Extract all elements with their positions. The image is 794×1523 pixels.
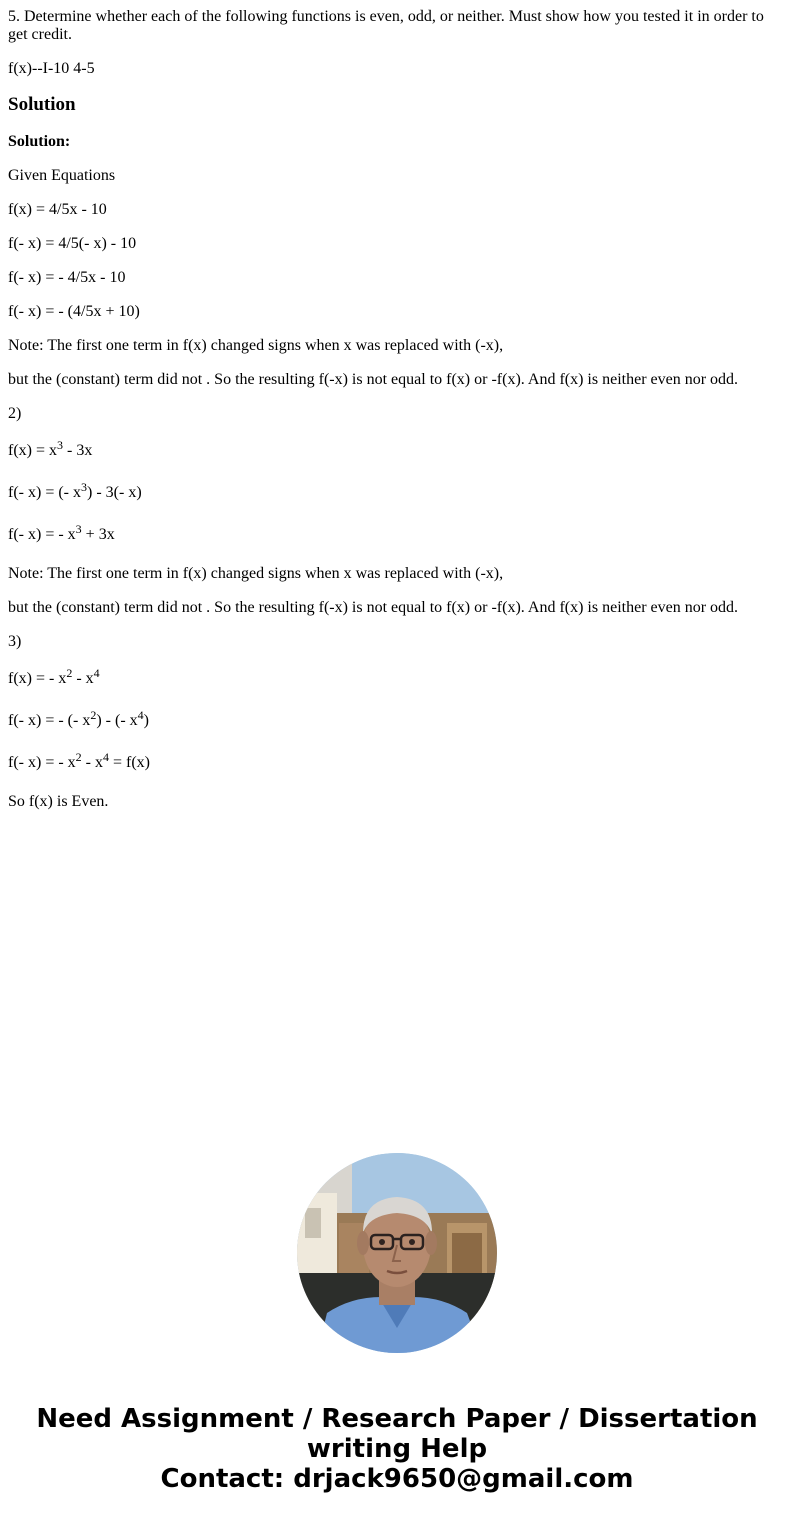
- promo-line-1: Need Assignment / Research Paper / Dissertation: [36, 1404, 758, 1434]
- question-text: 5. Determine whether each of the following functions is even, odd, or neither. Must show how you tested it in order to get credit.: [8, 8, 764, 43]
- promo-contact: Contact: drjack9650@gmail.com: [160, 1464, 634, 1494]
- part1-line-4: f(- x) = - (4/5x + 10): [8, 303, 140, 320]
- part1-line-2: f(- x) = 4/5(- x) - 10: [8, 235, 137, 252]
- given-function: f(x)--I-10 4-5: [8, 60, 95, 77]
- tutor-avatar: [297, 1153, 497, 1353]
- part1-note-2: but the (constant) term did not . So the resulting f(-x) is not equal to f(x) or -f(x). And f(x) is neither even nor odd.: [8, 371, 739, 388]
- part3-line-2: f(- x) = - (- $x^2$) - (- $x^4$): [8, 708, 149, 729]
- part2-line-3: f(- x) = - $x^3 + 3x$: [8, 522, 115, 543]
- solution-label: Solution:: [8, 133, 71, 150]
- part2-line-1: $f(x) = x^3 - 3x$: [8, 438, 93, 459]
- part1-line-1: f(x) = 4/5x - 10: [8, 201, 107, 218]
- part1-note-1: Note: The first one term in f(x) changed signs when x was replaced with (-x),: [8, 337, 504, 354]
- part3-conclusion: So f(x) is Even.: [8, 793, 109, 810]
- part2-note-2: but the (constant) term did not . So the resulting f(-x) is not equal to f(x) or -f(x). And f(x) is neither even nor odd.: [8, 599, 739, 616]
- part2-number: 2): [8, 405, 22, 422]
- part2-note-1: Note: The first one term in f(x) changed signs when x was replaced with (-x),: [8, 565, 504, 582]
- part1-line-3: f(- x) = - 4/5x - 10: [8, 269, 126, 286]
- promo-line-2: writing Help: [306, 1434, 488, 1464]
- part3-line-1: f(x) = - $x^2 - x^4$: [8, 666, 100, 687]
- document-content: [8, 8, 778, 827]
- part3-number: 3): [8, 633, 22, 650]
- solution-heading: Solution: [8, 94, 76, 115]
- part3-line-3: f(- x) = - $x^2 - x^4 = f(x)$: [8, 750, 151, 771]
- part2-line-2: f(- x) = (- $x^3) - 3(-$ x): [8, 480, 142, 501]
- given-equations-label: Given Equations: [8, 167, 116, 184]
- promo-banner: [0, 1404, 794, 1494]
